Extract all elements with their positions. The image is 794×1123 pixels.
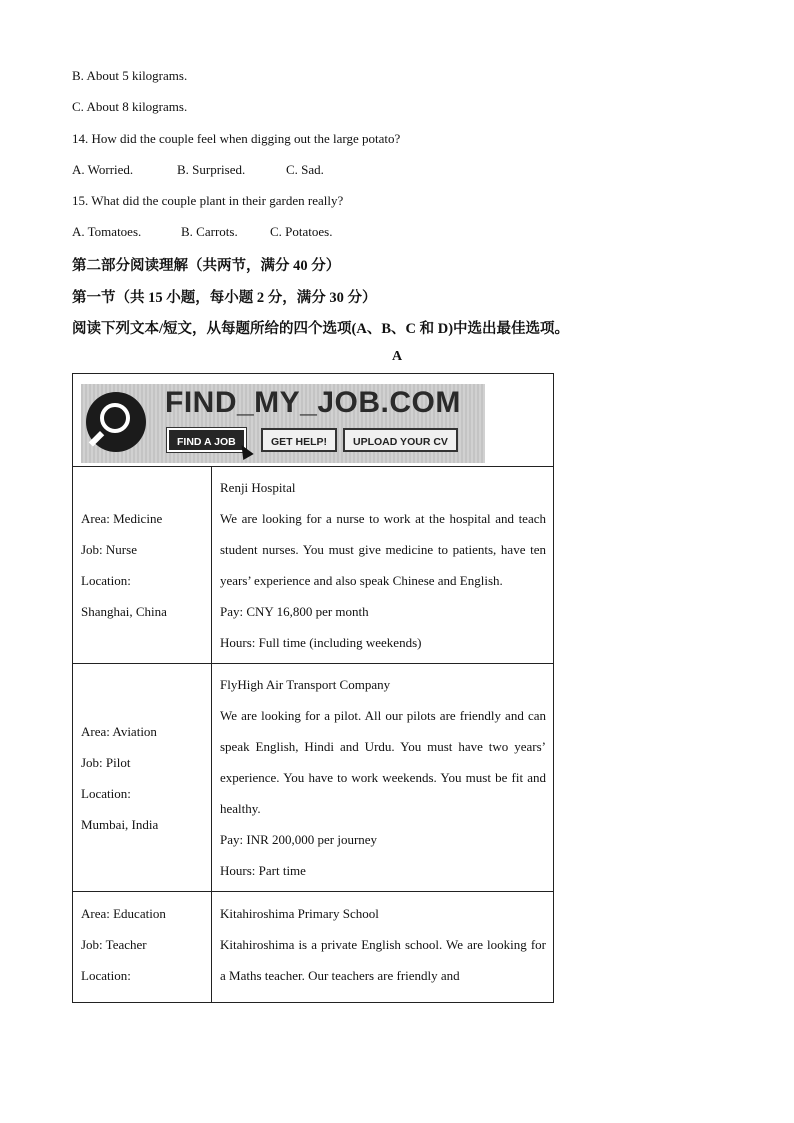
job-details [212,664,554,892]
job-title: Job: Pilot [81,754,131,770]
banner-cell [73,374,554,467]
q14-option-b: B. Surprised. [177,162,246,177]
job-pay: Pay: INR 200,000 per journey [220,832,378,847]
q15-option-c: C. Potatoes. [270,224,333,239]
job-location-label: Location: [81,968,131,983]
get-help-button: GET HELP! [261,428,337,452]
job-location: Mumbai, India [81,816,159,832]
question-14: 14. How did the couple feel when digging out the large potato? [72,131,401,146]
job-description: We are looking for a pilot. All our pilots are friendly and can speak English, Hindi and Urdu. You must have two years’ experience. You have to work weekends. You must be fit and healthy. [220,708,546,816]
job-location: Shanghai, China [81,604,167,619]
question-15-options [72,224,332,240]
job-area: Area: Medicine [81,511,163,526]
job-row [73,664,554,892]
part-two-heading: 第二部分阅读理解（共两节，满分 40 分） [72,258,341,274]
question-14-options [72,162,324,178]
job-pay: Pay: CNY 16,800 per month [220,604,369,619]
instruction-text: 阅读下列文本/短文，从每题所给的四个选项(A、B、C 和 D)中选出最佳选项。 [72,321,570,337]
job-meta [73,892,212,1003]
job-meta [73,664,212,892]
magnifier-icon [86,392,146,452]
job-employer: Kitahiroshima Primary School [220,906,379,921]
question-15: 15. What did the couple plant in their garden really? [72,193,344,208]
banner-brand: FIND_MY_JOB.COM [165,386,461,419]
job-row [73,892,554,1003]
q14-option-a: A. Worried. [72,162,134,177]
job-area: Area: Education [81,906,166,921]
option-c: C. About 8 kilograms. [72,99,188,114]
job-meta [73,467,212,664]
job-description: We are looking for a nurse to work at the hospital and teach student nurses. You must give medicine to patients, have ten years’ experience and also speak Chinese and English. [220,511,546,588]
job-title: Job: Teacher [81,937,147,952]
job-listings-table [72,373,554,1003]
job-title: Job: Nurse [81,542,137,557]
passage-label: A [391,349,403,364]
job-description: Kitahiroshima is a private English school. We are looking for a Maths teacher. Our teachers are friendly and [220,937,546,983]
job-details [212,892,554,1003]
job-hours: Hours: Full time (including weekends) [220,635,422,650]
job-location-label: Location: [81,573,131,588]
q15-option-a: A. Tomatoes. [72,224,142,239]
job-employer: Renji Hospital [220,480,296,495]
job-details [212,467,554,664]
job-area: Area: Aviation [81,723,157,739]
upload-cv-button: UPLOAD YOUR CV [343,428,458,452]
job-employer: FlyHigh Air Transport Company [220,677,391,692]
q15-option-b: B. Carrots. [181,224,238,239]
job-row [73,467,554,664]
job-hours: Hours: Part time [220,863,306,878]
option-b: B. About 5 kilograms. [72,68,188,83]
job-location-label: Location: [81,785,131,801]
q14-option-c: C. Sad. [286,162,324,177]
find-my-job-banner [81,384,485,463]
section-one-heading: 第一节（共 15 小题，每小题 2 分，满分 30 分） [72,290,377,306]
find-a-job-button: FIND A JOB [167,428,246,452]
